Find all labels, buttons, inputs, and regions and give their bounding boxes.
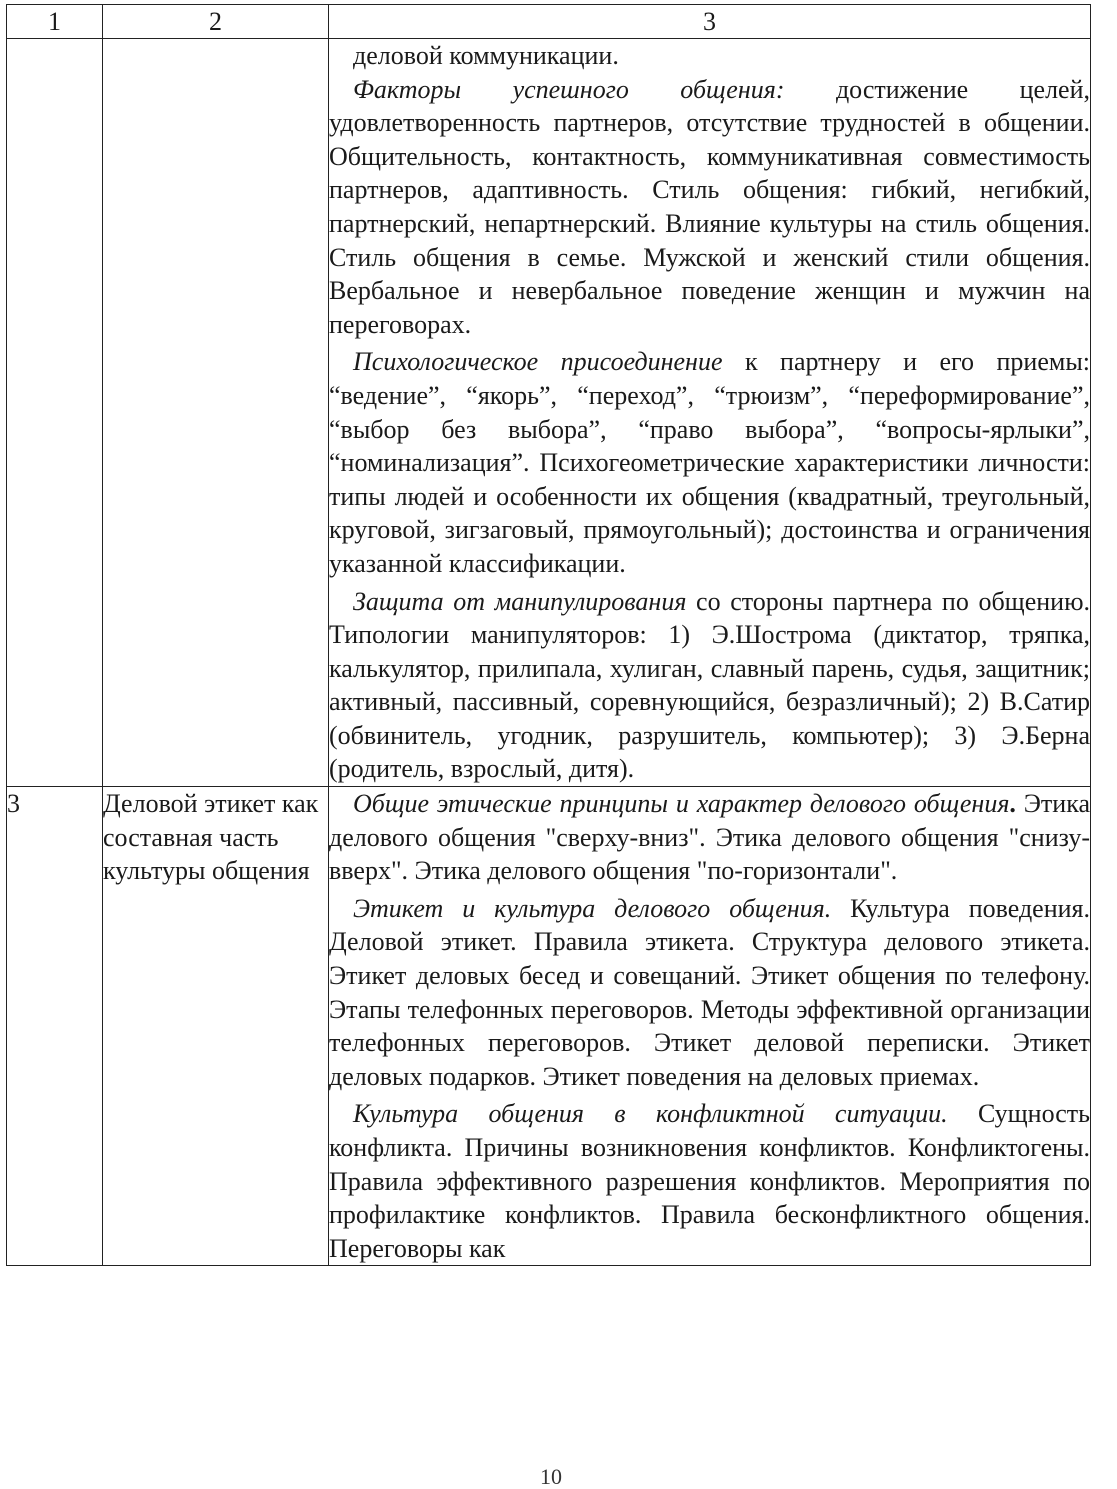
paragraph-heading: Этикет и культура делового общения. xyxy=(353,893,832,923)
paragraph xyxy=(329,1097,1090,1265)
paragraph-bold-mark: . xyxy=(1009,789,1016,819)
row-number xyxy=(7,39,103,787)
paragraph-text: со стороны партнера по общению. Типологии манипуляторов: 1) Э.Шострома (диктатор, тряпка, калькулятор, прилипала, хулиган, славный парень, судья, защитник; активный, пассивный, соревнующийся, безразличный); 2) В.Сатир (обвинитель, угодник, разрушитель, компьютер); 3) Э.Берна (родитель, взрослый, дитя). xyxy=(329,586,1090,784)
paragraph-heading: Культура общения в конфликтной ситуации. xyxy=(353,1099,948,1129)
paragraph-text: к партнеру и его приемы: “ведение”, “якорь”, “переход”, “трюизм”, “переформирование”, “выбор без выбора”, “право выбора”, “вопросы-ярлыки”, “номинализация”. Психогеометрические характеристики личности: типы людей и особенности их общения (квадратный, треугольный, круговой, зигзаговый, прямоугольный); достоинства и ограничения указанной классификации. xyxy=(329,347,1091,578)
paragraph xyxy=(329,345,1090,580)
page-number: 10 xyxy=(540,1464,562,1489)
paragraph-heading: Защита от манипулирования xyxy=(353,586,687,616)
table-header-row xyxy=(7,5,1091,39)
row-topic: Деловой этикет как составная часть культуры общения xyxy=(103,787,329,1266)
paragraph: деловой коммуникации. xyxy=(353,41,619,70)
paragraph xyxy=(329,585,1090,787)
paragraph xyxy=(329,73,1090,342)
paragraph xyxy=(329,892,1090,1094)
paragraph-heading: Общие этические принципы и характер делового общения xyxy=(353,789,1010,819)
table-row xyxy=(7,787,1091,1266)
paragraph-text: Сущность конфликта. Причины возникновения конфликтов. Конфликтогены. Правила эффективного разрешения конфликтов. Мероприятия по профилактике конфликтов. Правила бесконфликтного общения. Переговоры как xyxy=(329,1099,1090,1263)
row-topic xyxy=(103,39,329,787)
column-header-2: 2 xyxy=(103,5,329,39)
row-content xyxy=(329,39,1091,787)
paragraph-text: достижение целей, удовлетворенность партнеров, отсутствие трудностей в общении. Общительность, контактность, коммуникативная совместимость партнеров, адаптивность. Стиль общения: гибкий, негибкий, партнерский, непартнерский. Влияние культуры на стиль общения. Стиль общения в семье. Мужской и женский стили общения. Вербальное и невербальное поведение женщин и мужчин на переговорах. xyxy=(329,74,1091,339)
content-table xyxy=(6,4,1091,1266)
paragraph xyxy=(329,787,1090,888)
paragraph-text: Этика делового общения "сверху-вниз". Этика делового общения "снизу-вверх". Этика делового общения "по-горизонтали". xyxy=(329,789,1090,886)
row-number: 3 xyxy=(7,787,103,1266)
paragraph-text: Культура поведения. Деловой этикет. Правила этикета. Структура делового этикета. Этикет деловых бесед и совещаний. Этикет общения по телефону. Этапы телефонных переговоров. Методы эффективной организации телефонных переговоров. Этикет деловой переписки. Этикет деловых подарков. Этикет поведения на деловых приемах. xyxy=(329,893,1090,1091)
column-header-1: 1 xyxy=(7,5,103,39)
paragraph-heading: Факторы успешного общения: xyxy=(353,74,785,104)
column-header-3: 3 xyxy=(329,5,1091,39)
row-content xyxy=(329,787,1091,1266)
paragraph-heading: Психологическое присоединение xyxy=(353,347,723,377)
table-row xyxy=(7,39,1091,787)
